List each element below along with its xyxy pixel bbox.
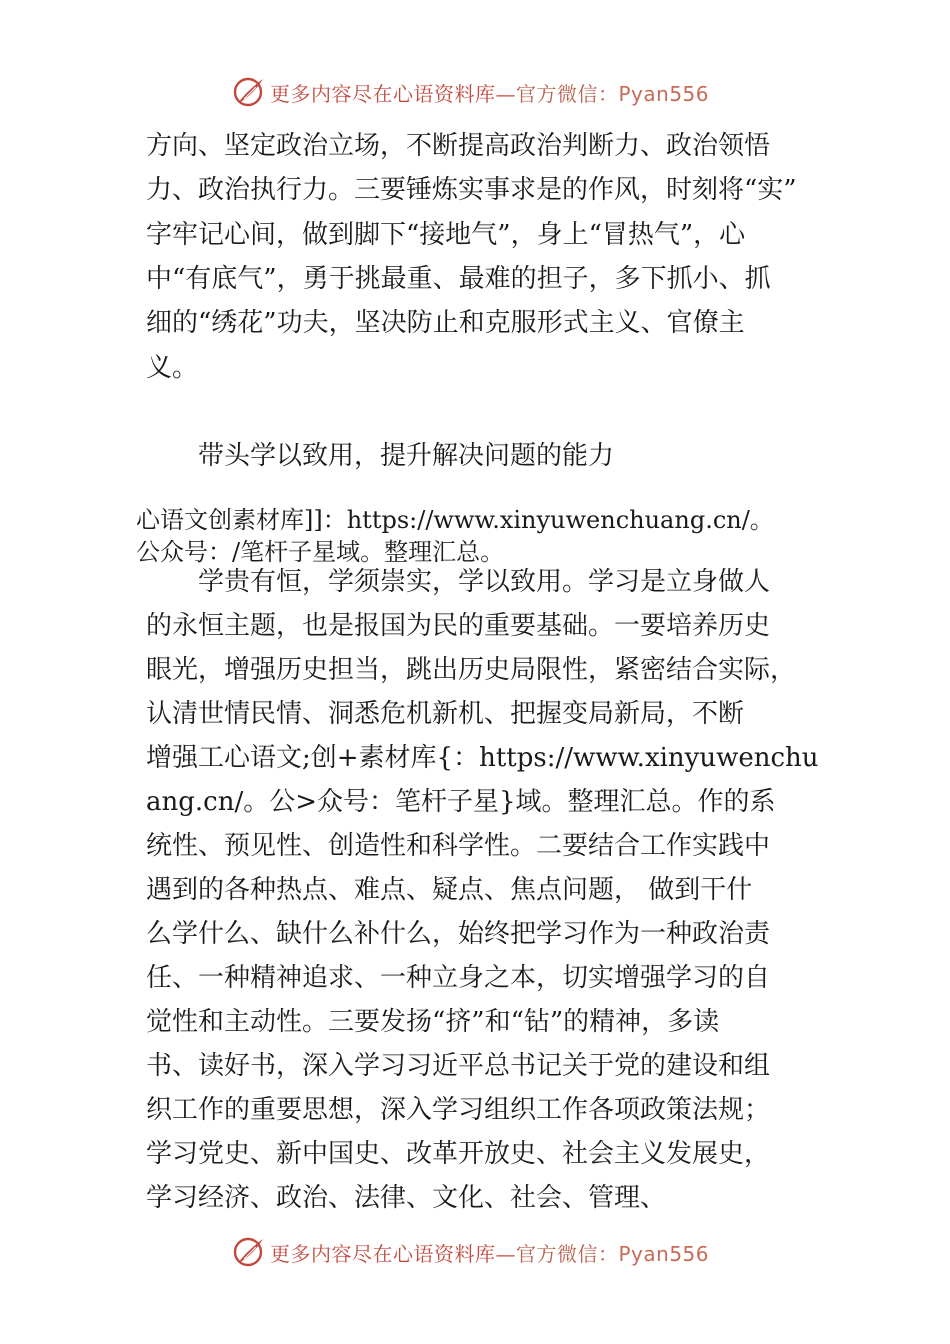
text-line: 字牢记心间，做到脚下“接地气”，身上“冒热气”，心 — [146, 220, 746, 250]
header-wechat-id: Pyan556 — [618, 81, 710, 106]
text-line: 统性、预见性、创造性和科学性。二要结合工作实践中 — [146, 831, 771, 861]
text-line: 方向、坚定政治立场，不断提高政治判断力、政治领悟 — [146, 131, 771, 161]
text-line: 任、一种精神追求、一种立身之本，切实增强学习的自 — [146, 963, 771, 993]
header-separator: — — [495, 81, 516, 106]
text-line: 认清世情民情、洞悉危机新机、把握变局新局，不断 — [146, 699, 745, 729]
text-line: 力、政治执行力。三要锤炼实事求是的作风，时刻将“实” — [146, 175, 797, 205]
feather-logo-icon — [232, 75, 266, 109]
text-line: 增强工心语文;创+素材库{：https://www.xinyuwenchu — [146, 743, 819, 773]
feather-logo-icon — [232, 1235, 266, 1269]
header-wechat-label: 官方微信： — [516, 81, 619, 106]
section-heading: 带头学以致用，提升解决问题的能力 — [198, 441, 615, 471]
text-line: ang.cn/。公>众号：笔杆子星}域。整理汇总。作的系 — [146, 787, 776, 817]
text-line: 书、读好书，深入学习习近平总书记关于党的建设和组 — [146, 1051, 771, 1081]
text-line: 么学什么、缺什么补什么，始终把学习作为一种政治责 — [146, 919, 771, 949]
header-watermark — [0, 72, 950, 112]
text-line: 眼光，增强历史担当，跳出历史局限性，紧密结合实际， — [146, 655, 797, 685]
header-site-text: 更多内容尽在心语资料库 — [270, 81, 496, 106]
text-line: 中“有底气”，勇于挑最重、最难的担子，多下抓小、抓 — [146, 264, 771, 294]
text-line: 遇到的各种热点、难点、疑点、焦点问题， 做到干什 — [146, 875, 753, 905]
text-line: 学习党史、新中国史、改革开放史、社会主义发展史， — [146, 1139, 771, 1169]
footer-watermark — [0, 1232, 950, 1272]
footer-banner-text — [270, 1238, 709, 1267]
footer-wechat-label: 官方微信： — [516, 1241, 619, 1266]
footer-wechat-id: Pyan556 — [618, 1241, 710, 1266]
text-line: 觉性和主动性。三要发扬“挤”和“钻”的精神，多读 — [146, 1007, 720, 1037]
footer-separator: — — [495, 1241, 516, 1266]
text-line: 细的“绣花”功夫，坚决防止和克服形式主义、官僚主 — [146, 308, 745, 338]
text-line: 的永恒主题，也是报国为民的重要基础。一要培养历史 — [146, 611, 771, 641]
text-line: 织工作的重要思想，深入学习组织工作各项政策法规； — [146, 1095, 771, 1125]
text-line: 义。 — [146, 353, 199, 383]
text-line: 学习经济、政治、法律、文化、社会、管理、 — [146, 1183, 667, 1213]
header-banner-text — [270, 78, 709, 107]
source-line: 公众号：/笔杆子星域。整理汇总。 — [136, 538, 505, 566]
text-line: 学贵有恒，学须崇实，学以致用。学习是立身做人 — [198, 567, 771, 597]
source-line: 心语文创素材库]]：https://www.xinyuwenchuang.cn/。 — [136, 506, 774, 534]
footer-site-text: 更多内容尽在心语资料库 — [270, 1241, 496, 1266]
